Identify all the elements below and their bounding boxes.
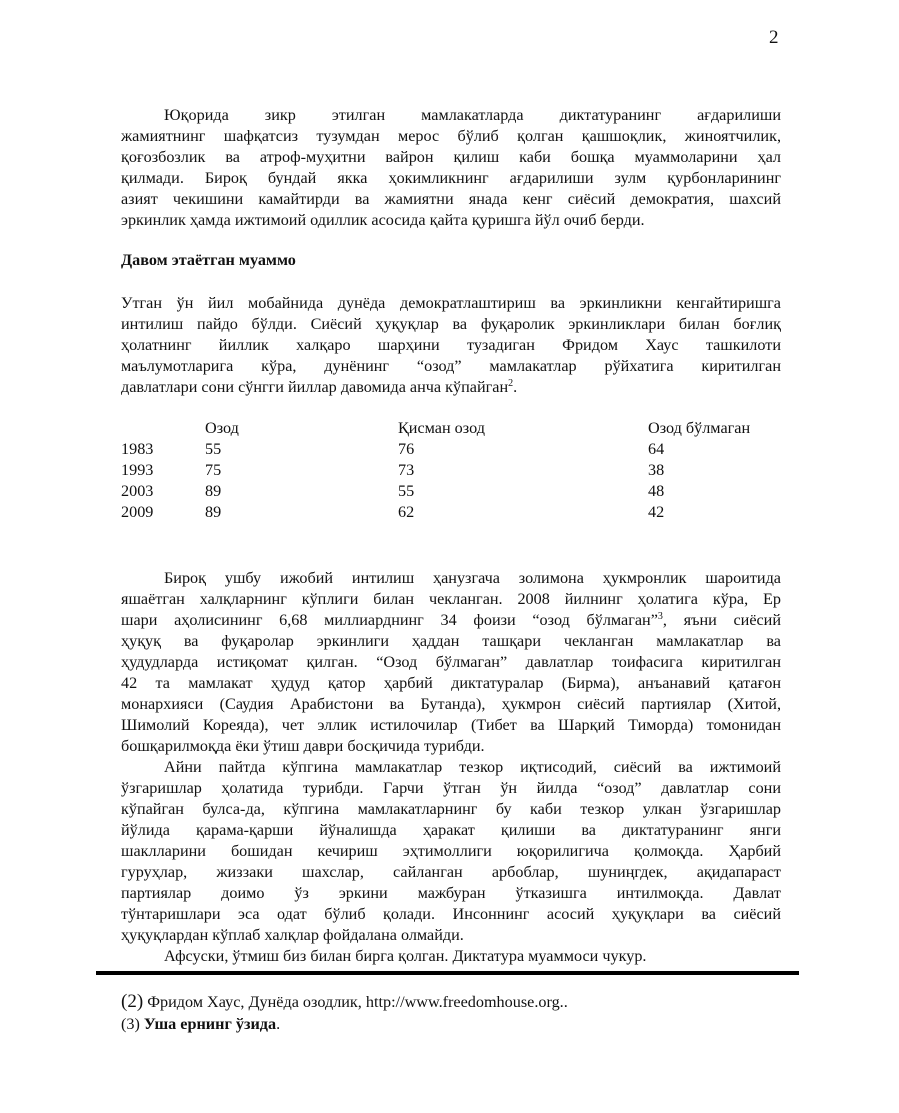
text-span: давлатлари сони сўнгги йиллар давомида анча кўпайган: [121, 378, 509, 396]
paragraph-2: [121, 293, 781, 398]
text-line: партиялар доимо ўз эркини мажбуран ўтказишга интилмоқда. Давлат: [121, 884, 781, 902]
table-cell: 55: [205, 440, 222, 458]
text-span: , яъни сиёсий: [662, 611, 782, 629]
column-header: Озод: [205, 419, 239, 437]
page-number: 2: [769, 27, 779, 48]
text-line: Афсуски, ўтмиш биз билан бирга қолган. Диктатура муаммоси чукур.: [164, 947, 647, 965]
text-line: эркинлик ҳамда ижтимоий одиллик асосида қайта қуришга йўл очиб берди.: [121, 211, 645, 229]
footnotes: [121, 991, 568, 1035]
table-cell: 2003: [121, 482, 154, 500]
text-line: Айни пайтда кўпгина мамлакатлар тезкор иқтисодий, сиёсий ва ижтимоий: [164, 758, 781, 776]
footnote-divider: [96, 971, 799, 975]
text-line: 42 та мамлакат ҳудуд қатор ҳарбий диктатуралар (Бирма), анъанавий қатағон: [121, 674, 781, 692]
text-line: ҳудудларда истиқомат қилган. “Озод бўлмаган” давлатлар тоифасига киритилган: [121, 653, 781, 671]
table-row: [121, 503, 781, 524]
table-cell: 75: [205, 461, 222, 479]
footnote-ref-3: 3: [657, 611, 663, 622]
text-line: шаклларини бошидан кечириш эҳтимоллиги юқорилигича қолмоқда. Ҳарбий: [121, 842, 781, 860]
table-row: [121, 440, 781, 461]
column-header: Озод бўлмаган: [648, 419, 751, 437]
table-header-row: [121, 419, 781, 440]
text-line: маълумотларига кўра, дунёнинг “озод” мамлакатлар рўйхатига киритилган: [121, 357, 781, 375]
table-cell: 64: [648, 440, 665, 458]
paragraph-1: [121, 105, 781, 231]
footnote-2: [121, 991, 568, 1013]
text-line: ҳуқуқлардан кўплаб халқлар фойдалана олмайди.: [121, 926, 464, 944]
text-line: тўнтаришлари эса одат бўлиб қолади. Инсоннинг асосий ҳуқуқлари ва сиёсий: [121, 905, 781, 923]
table-cell: 62: [398, 503, 415, 521]
footnote-3: [121, 1013, 568, 1035]
text-line: Утган ўн йил мобайнида дунёда демократлаштириш ва эркинликни кенгайтиришга: [121, 294, 781, 312]
footnote-number: (2): [121, 991, 144, 1012]
section-heading: Давом этаётган муаммо: [121, 251, 296, 269]
text-line: [121, 377, 781, 398]
table-cell: 73: [398, 461, 415, 479]
table-cell: 76: [398, 440, 415, 458]
text-line: ўзгаришлар ҳолатида турибди. Гарчи ўтган ўн йилда “озод” давлатлар сони: [121, 779, 781, 797]
table-cell: 38: [648, 461, 665, 479]
table-cell: 42: [648, 503, 665, 521]
table-cell: 89: [205, 482, 222, 500]
freedom-table: [121, 419, 781, 524]
footnote-number: (3): [121, 1015, 140, 1033]
footnote-text: .: [276, 1015, 281, 1033]
paragraph-3: [121, 568, 781, 967]
table-row: [121, 482, 781, 503]
table-cell: 89: [205, 503, 222, 521]
column-header: Қисман озод: [398, 419, 485, 437]
text-line: қоғозбозлик ва атроф-муҳитни вайрон қилиш каби бошқа муаммоларини ҳал: [121, 148, 781, 166]
text-line: гуруҳлар, жиззаки шахслар, сайланган арбоблар, шуниңгдек, ақидапараст: [121, 863, 781, 881]
text-line: азият чекишини камайтирди ва жамиятни янада кенг сиёсий демократия, шахсий: [121, 190, 781, 208]
text-line: Юқорида зикр этилган мамлакатларда диктатуранинг ағдарилиши: [164, 106, 781, 124]
text-line: яшаётган халқларнинг кўплиги билан чекланган. 2008 йилнинг ҳолатига кўра, Ер: [121, 590, 781, 608]
text-line: монархияси (Саудия Арабистони ва Бутанда), ҳукмрон сиёсий партиялар (Хитой,: [121, 695, 781, 713]
footnote-text: Фридом Хаус, Дунёда озодлик, http://www.freedomhouse.org..: [143, 993, 568, 1011]
footnote-ref-2: 2: [508, 378, 514, 389]
table-cell: 55: [398, 482, 415, 500]
text-line: қилмади. Бироқ бундай якка ҳокимликнинг ағдарилиши зулм қурбонларининг: [121, 169, 781, 187]
text-line: ҳуқуқ ва фуқаролар эркинлиги ҳаддан ташқари чекланган мамлакатлар ва: [121, 632, 781, 650]
table-cell: 48: [648, 482, 665, 500]
table-cell: 2009: [121, 503, 154, 521]
text-line: ҳолатнинг йиллик халқаро шарҳини тузадиган Фридом Хаус ташкилоти: [121, 336, 781, 354]
text-line: жамиятнинг шафқатсиз тузумдан мерос бўлиб қолган қашшоқлик, жиноятчилик,: [121, 127, 781, 145]
table-cell: 1983: [121, 440, 154, 458]
text-line: интилиш пайдо бўлди. Сиёсий ҳуқуқлар ва фуқаролик эркинликлари билан боғлиқ: [121, 315, 781, 333]
text-line: Шимолий Кореяда), чет эллик истилочилар (Тибет ва Шарқий Тиморда) томонидан: [121, 716, 781, 734]
text-line: йўлида қарама-қарши йўналишда ҳаракат қилиши ва диктатуранинг янги: [121, 821, 781, 839]
text-span: шари аҳолисининг 6,68 миллиарднинг 34 фоизи “озод бўлмаган”: [121, 611, 658, 629]
table-row: [121, 461, 781, 482]
table-cell: 1993: [121, 461, 154, 479]
text-span: .: [513, 378, 518, 396]
text-line: [121, 610, 781, 631]
text-line: Бироқ ушбу ижобий интилиш ҳанузгача золимона ҳукмронлик шароитида: [164, 569, 781, 587]
text-line: кўпайган булса-да, кўпгина мамлакатларнинг бу каби тезкор улкан ўзгаришлар: [121, 800, 781, 818]
text-line: бошқарилмоқда ёки ўтиш даври босқичида турибди.: [121, 737, 485, 755]
footnote-text: Уша ернинг ўзида: [143, 1015, 277, 1033]
